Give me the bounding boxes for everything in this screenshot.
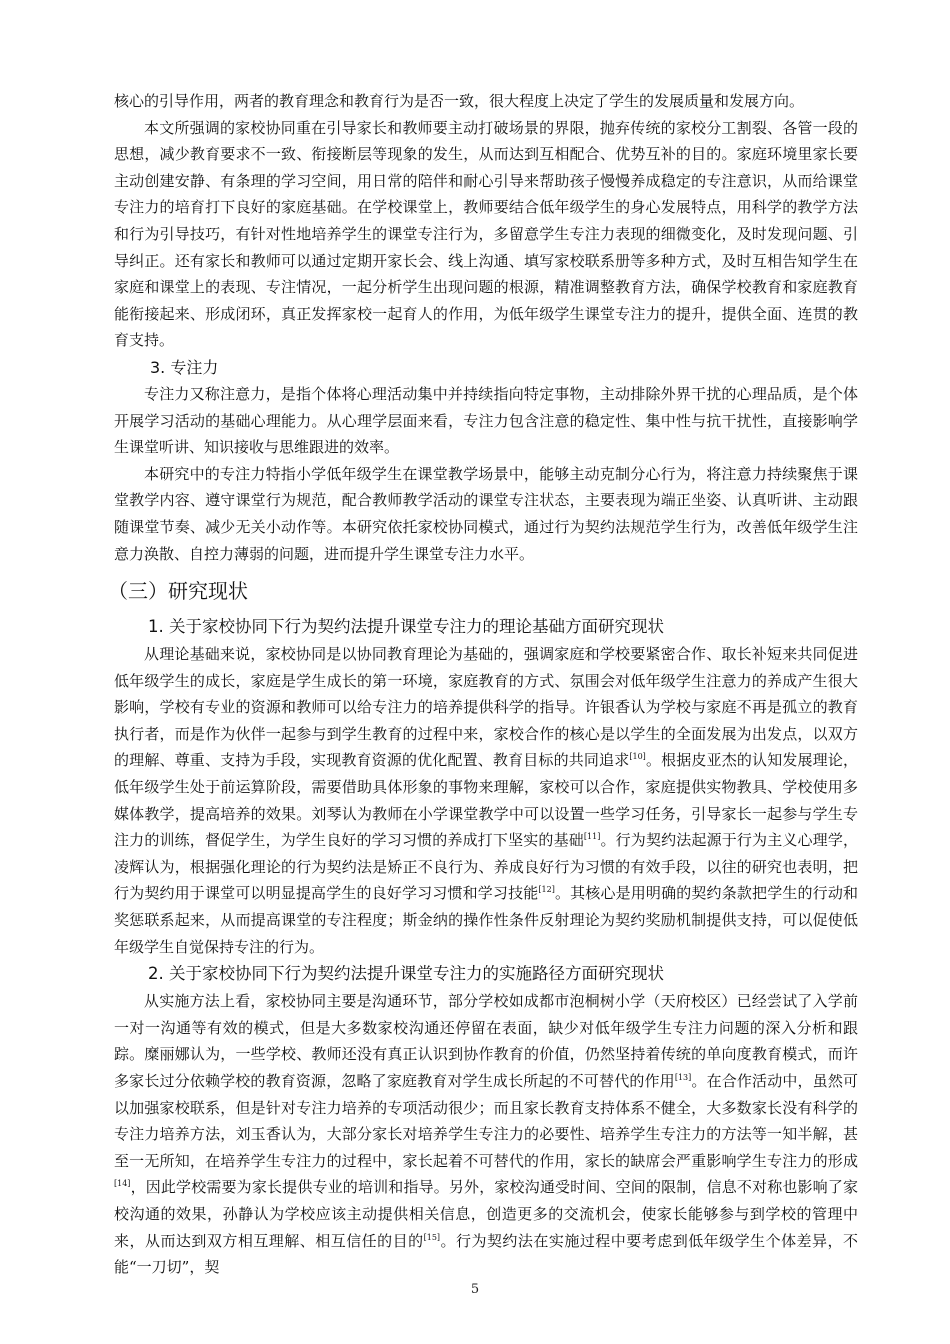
citation-15: [15] — [423, 1232, 441, 1242]
paragraph-theory-basis — [114, 641, 858, 960]
citation-10: [10] — [629, 752, 646, 762]
citation-12: [12] — [538, 885, 555, 895]
heading-concentration: 3. 专注力 — [150, 357, 219, 377]
paragraph-concentration-scope: 本研究中的专注力特指小学低年级学生在课堂教学场景中，能够主动克制分心行为，将注意力持续聚焦于课堂教学内容、遵守课堂行为规范，配合教师教学活动的课堂专注状态，主要表现为端正坐姿、认真听讲、主动跟随课堂节奏、减少无关小动作等。本研究依托家校协同模式，通过行为契约法规范学生行为，改善低年级学生注意力涣散、自控力薄弱的问题，进而提升学生课堂专注力水平。 — [114, 464, 858, 563]
paragraph-implementation-path — [114, 988, 858, 1281]
paragraph-text: 。行为契约法起源于行为主义心理学，凌辉认为，根据强化理论的行为契约法是矫正不良行为、养成良好行为习惯的有效手段，以往的研究也表明，把行为契约用于课堂可以明显提高学生的良好学习习惯和学习技能 — [114, 831, 858, 903]
paragraph-text: 。在合作活动中，虽然可以加强家校联系，但是针对专注力培养的专项活动很少；而且家长教育支持体系不健全，大多数家长没有科学的专注力培养方法，刘玉香认为，大部分家长对培养学生专注力的必要性、培养学生专注力的方法等一知半解，甚至一无所知，在培养学生专注力的过程中，家长起着不可替代的作用，家长的缺席会严重影响学生专注力的形成 — [114, 1072, 858, 1170]
paragraph-text: 。其核心是用明确的契约条款把学生的行动和奖惩联系起来，从而提高课堂的专注程度；斯金纳的操作性条件反射理论为契约奖励机制提供支持，可以促使低年级学生自觉保持专注的行为。 — [114, 884, 858, 956]
citation-14: [14] — [114, 1179, 131, 1189]
paragraph-text: ，因此学校需要为家长提供专业的培训和指导。另外，家校沟通受时间、空间的限制，信息不对称也影响了家校沟通的效果，孙静认为学校应该主动提供相关信息，创造更多的交流机会，使家长能够参与到学校的管理中来，从而达到双方相互理解、相互信任的目的 — [114, 1178, 858, 1250]
paragraph-concentration-definition: 专注力又称注意力，是指个体将心理活动集中并持续指向特定事物，主动排除外界干扰的心理品质，是个体开展学习活动的基础心理能力。从心理学层面来看，专注力包含注意的稳定性、集中性与抗干扰性，直接影响学生课堂听讲、知识接收与思维跟进的效率。 — [114, 384, 858, 457]
subsection-title-implementation: 2. 关于家校协同下行为契约法提升课堂专注力的实施路径方面研究现状 — [148, 964, 664, 984]
page-number: 5 — [470, 1282, 480, 1297]
page-body — [108, 88, 858, 1281]
paragraph-text: 从理论基础来说，家校协同是以协同教育理论为基础的，强调家庭和学校要紧密合作、取长补短来共同促进低年级学生的成长，家庭是学生成长的第一环境，家庭教育的方式、氛围会对低年级学生注意力的养成产生很大影响，学校有专业的资源和教师可以给专注力的培养提供科学的指导。许银香认为学校与家庭不再是孤立的教育执行者，而是作为伙伴一起参与到学生教育的过程中来，家校合作的核心是以学生的全面发展为出发点，以双方的理解、尊重、支持为手段，实现教育资源的优化配置、教育目标的共同追求 — [114, 645, 858, 770]
subsection-title-theory: 1. 关于家校协同下行为契约法提升课堂专注力的理论基础方面研究现状 — [148, 617, 664, 637]
citation-13: [13] — [674, 1073, 692, 1082]
paragraph-text: 从实施方法上看，家校协同主要是沟通环节，部分学校如成都市泡桐树小学（天府校区）已经尝试了入学前一对一沟通等有效的模式，但是大多数家校沟通还停留在表面，缺少对低年级学生专注力问题的深入分析和跟踪。糜丽娜认为，一些学校、教师还没有真正认识到协作教育的价值，仍然坚持着传统的单向度教育模式，而许多家长过分依赖学校的教育资源，忽略了家庭教育对学生成长所起的不可替代的作用 — [114, 992, 858, 1090]
section-title-research-status: （三）研究现状 — [108, 579, 248, 604]
citation-11: [11] — [583, 832, 601, 842]
paragraph-text: 。行为契约法在实施过程中要考虑到低年级学生个体差异，不能“一刀切”，契 — [114, 1231, 858, 1277]
paragraph-text: 。根据皮亚杰的认知发展理论，低年级学生处于前运算阶段，需要借助具体形象的事物来理解，家校可以合作，家庭提供实物教具、学校使用多媒体教学，提高培养的效果。刘琴认为教师在小学课堂教学中可以设置一些学习任务，引导家长一起参与学生专注力的训练，督促学生，为学生良好的学习习惯的养成打下坚实的基础 — [114, 751, 858, 850]
paragraph-home-school-collaboration: 本文所强调的家校协同重在引导家长和教师要主动打破场景的界限，抛弃传统的家校分工割裂、各管一段的思想，减少教育要求不一致、衔接断层等现象的发生，从而达到互相配合、优势互补的目的。家庭环境里家长要主动创建安静、有条理的学习空间，用日常的陪伴和耐心引导来帮助孩子慢慢养成稳定的专注意识，从而给课堂专注力的培育打下良好的家庭基础。在学校课堂上，教师要结合低年级学生的身心发展特点，用科学的教学方法和行为引导技巧，有针对性地培养学生的课堂专注行为，多留意学生专注力表现的细微变化，及时发现问题、引导纠正。还有家长和教师可以通过定期开家长会、线上沟通、填写家校联系册等多种方式，及时互相告知学生在家庭和课堂上的表现、专注情况，一起分析学生出现问题的根源，精准调整教育方法，确保学校教育和家庭教育能衔接起来、形成闭环，真正发挥家校一起育人的作用，为低年级学生课堂专注力的提升，提供全面、连贯的教育支持。 — [114, 118, 858, 350]
paragraph-continuation: 核心的引导作用，两者的教育理念和教育行为是否一致，很大程度上决定了学生的发展质量和发展方向。 — [114, 92, 805, 110]
